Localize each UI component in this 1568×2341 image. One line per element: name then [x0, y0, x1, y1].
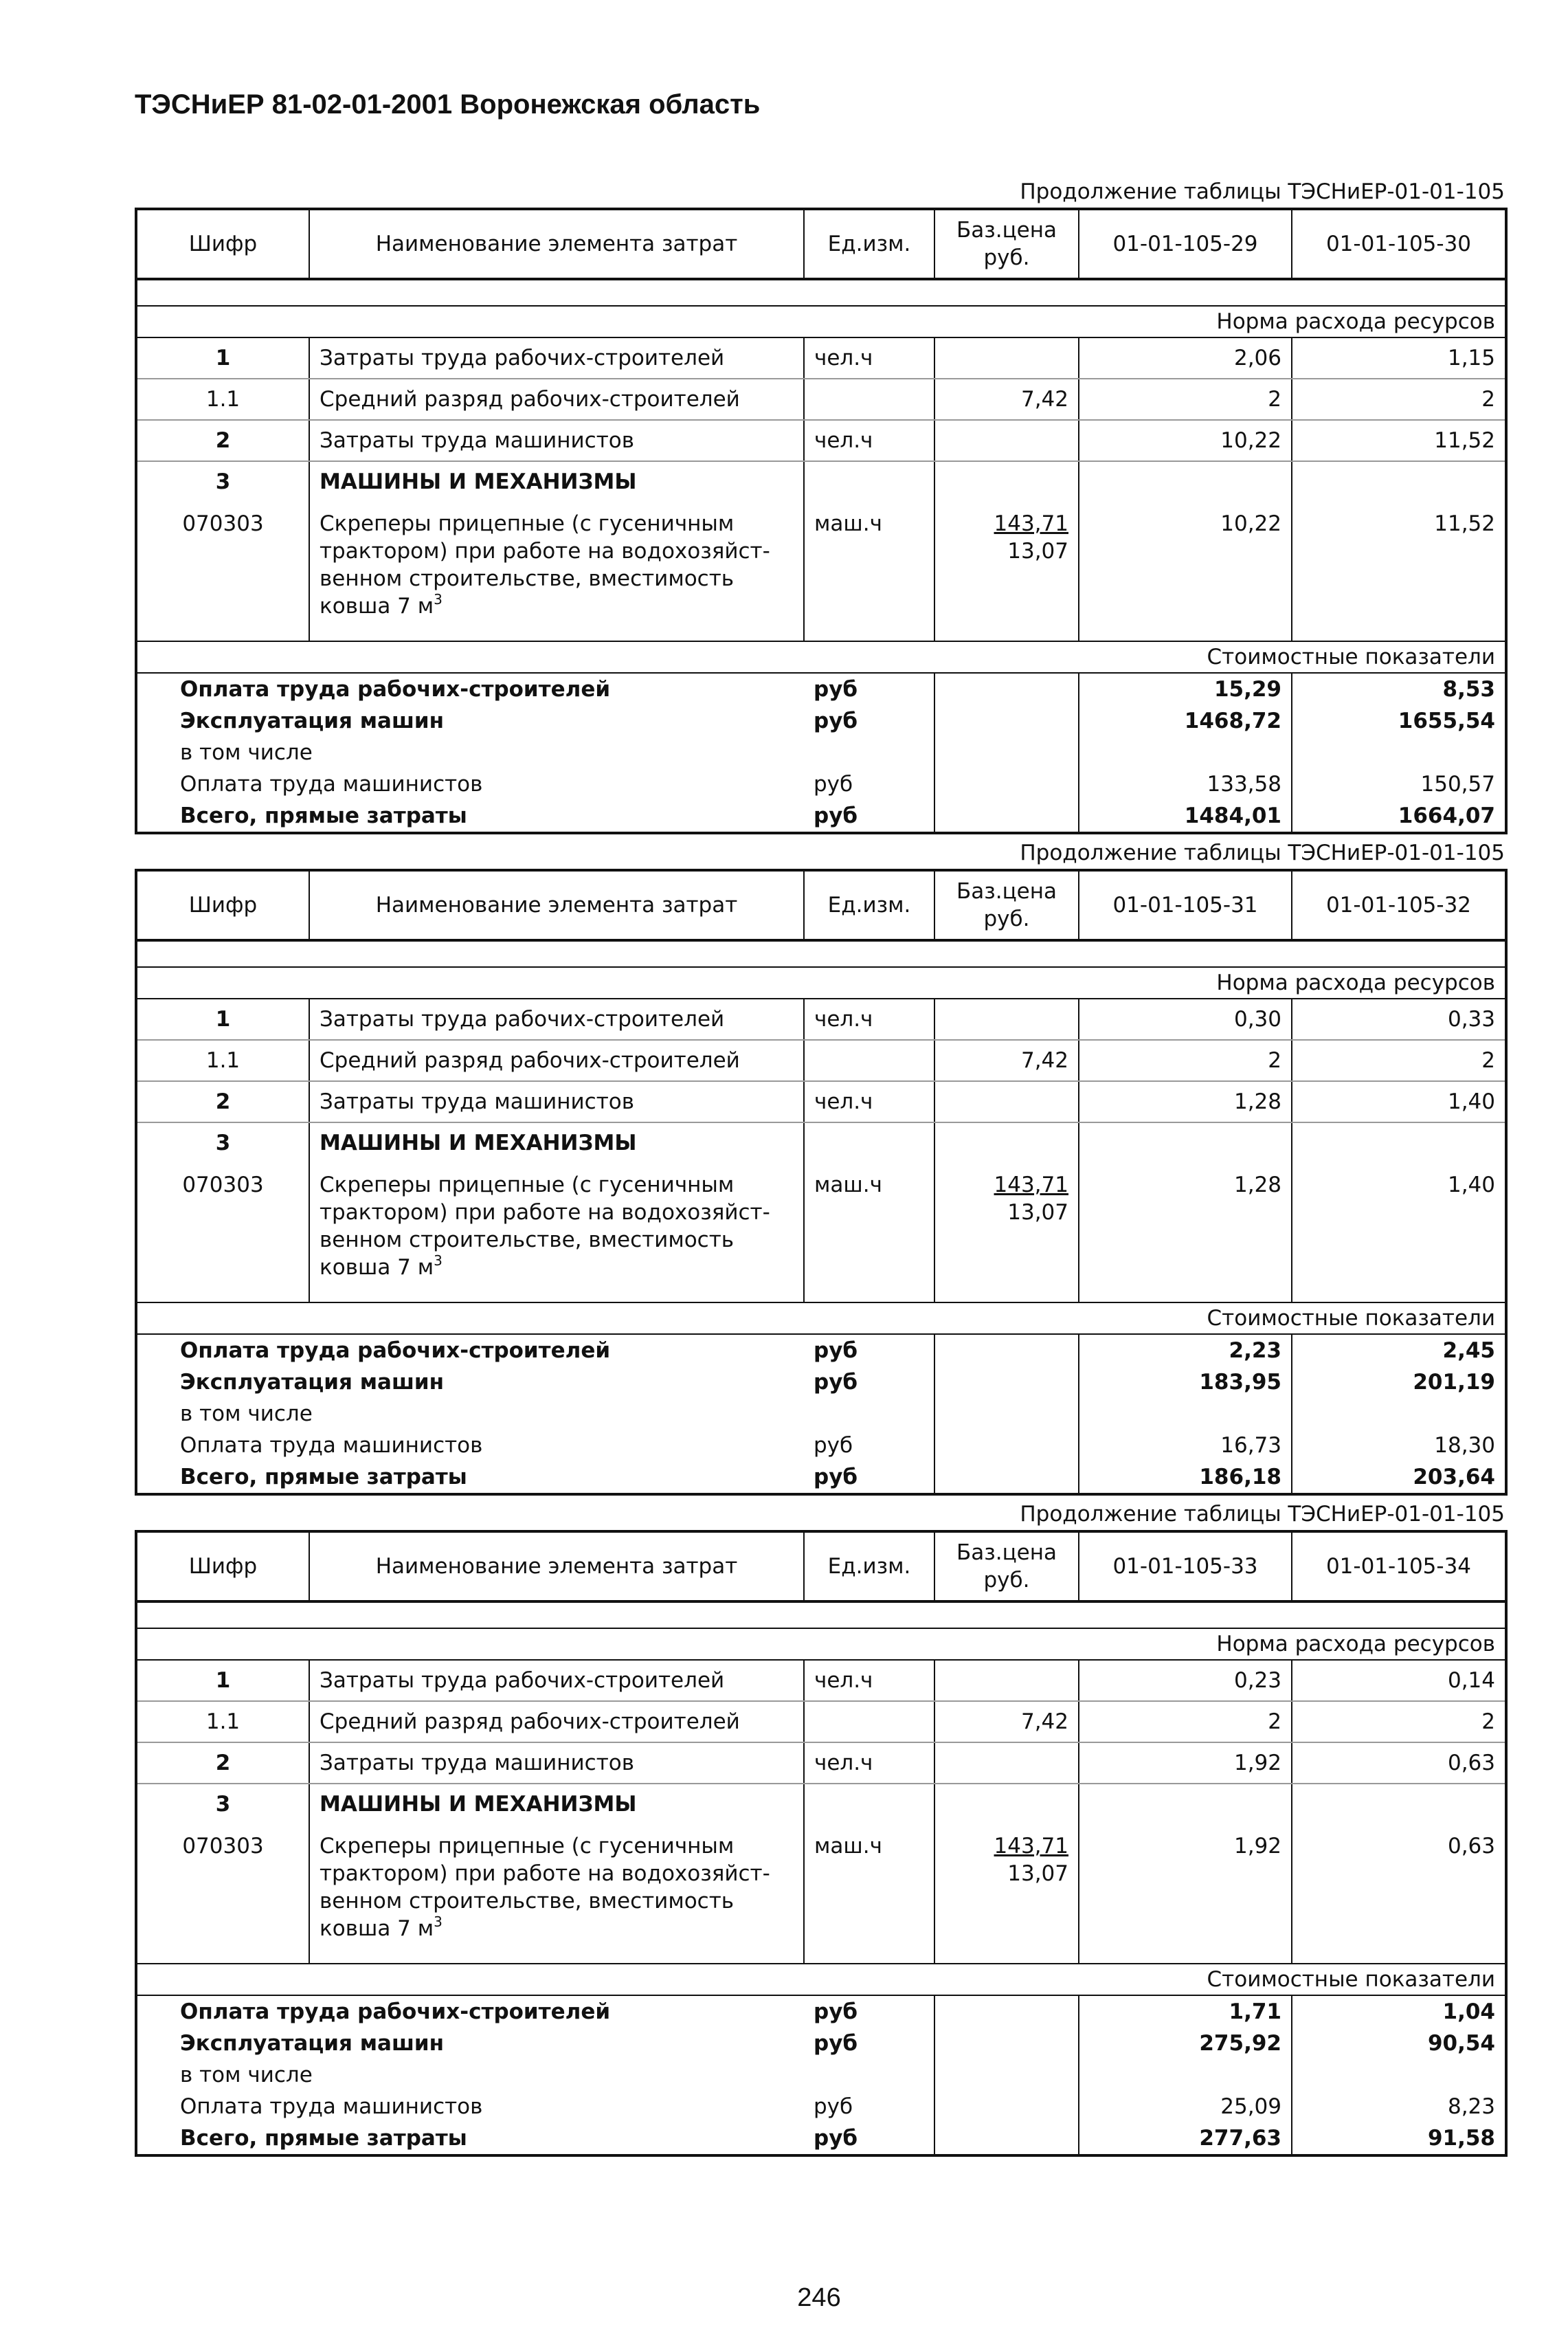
row-name: [309, 1163, 804, 1302]
row-value-2: 0,14: [1292, 1660, 1506, 1701]
row-value-2: 2: [1292, 1040, 1506, 1081]
row-unit: [804, 379, 934, 420]
row-code: 1: [136, 999, 309, 1040]
cost-value-2: 18,30: [1434, 1433, 1495, 1458]
cost-value-2: 8,53: [1442, 677, 1495, 702]
cost-label: Всего, прямые затраты: [180, 803, 467, 828]
table-row: [136, 379, 1506, 420]
cost-value-1: 133,58: [1079, 768, 1292, 800]
row-value-2: [1292, 1122, 1506, 1163]
row-code: 070303: [182, 511, 264, 536]
row-unit: чел.ч: [804, 420, 934, 461]
cost-value-1: 25,09: [1079, 2091, 1292, 2122]
row-value-1: 1,92: [1079, 1824, 1292, 1964]
header-price-line2: руб.: [983, 907, 1030, 931]
cost-value-2: 1,04: [1442, 1999, 1495, 2024]
header-unit: Ед.изм.: [804, 209, 934, 279]
cost-value-1: 16,73: [1079, 1430, 1292, 1461]
table-row: [136, 999, 1506, 1040]
cost-row: [136, 1366, 1506, 1398]
cost-unit: руб: [814, 677, 858, 702]
cost-value-1: 1,71: [1079, 1995, 1292, 2028]
row-price: [934, 502, 1079, 641]
cost-label: Оплата труда машинистов: [180, 772, 483, 797]
row-code: 3: [215, 469, 231, 494]
row-value-2: 0,63: [1292, 1742, 1506, 1784]
row-unit: [804, 1040, 934, 1081]
price-bottom: 13,07: [1007, 539, 1068, 564]
cost-label: Оплата труда рабочих-строителей: [180, 1338, 611, 1363]
row-price: [934, 420, 1079, 461]
row-unit: чел.ч: [804, 1742, 934, 1784]
table-row: [136, 1701, 1506, 1742]
cost-value-1: 1468,72: [1079, 705, 1292, 737]
row-name: Затраты труда рабочих-строителей: [309, 337, 804, 379]
cost-label: Всего, прямые затраты: [180, 1465, 467, 1489]
row-code: 2: [136, 1742, 309, 1784]
row-name: Средний разряд рабочих-строителей: [309, 1701, 804, 1742]
cost-value-2: 91,58: [1427, 2126, 1495, 2151]
row-unit: чел.ч: [804, 999, 934, 1040]
superscript: 3: [434, 1252, 443, 1269]
row-code: 2: [136, 420, 309, 461]
row-unit: маш.ч: [804, 1163, 934, 1302]
cost-unit: руб: [814, 1465, 858, 1489]
cost-value-2: 2,45: [1442, 1338, 1495, 1363]
cost-row: [136, 737, 1506, 768]
row-unit: маш.ч: [804, 502, 934, 641]
price-bottom: 13,07: [1007, 1861, 1068, 1886]
cost-row: [136, 673, 1506, 705]
row-code: 1.1: [136, 1701, 309, 1742]
table-row: [136, 1742, 1506, 1784]
cost-value-2: 1655,54: [1398, 709, 1495, 733]
cost-label: Эксплуатация машин: [180, 709, 445, 733]
row-price: [934, 1163, 1079, 1302]
cost-unit: руб: [814, 1338, 858, 1363]
row-value-1: [1079, 461, 1292, 502]
continuation-caption: Продолжение таблицы ТЭСНиЕР-01-01-105: [1020, 179, 1505, 204]
row-value-1: 1,28: [1079, 1163, 1292, 1302]
table-row: [136, 1163, 1506, 1302]
cost-value-1: 277,63: [1079, 2122, 1292, 2155]
row-unit: [804, 461, 934, 502]
header-code: Шифр: [136, 870, 309, 940]
header-col1: 01-01-105-31: [1079, 870, 1292, 940]
row-value-1: 10,22: [1079, 420, 1292, 461]
cost-value-1: 15,29: [1079, 673, 1292, 705]
cost-row: [136, 705, 1506, 737]
row-unit: маш.ч: [804, 1824, 934, 1964]
row-code: 1: [136, 1660, 309, 1701]
cost-section-row: [136, 641, 1506, 673]
superscript: 3: [434, 1913, 443, 1930]
row-price: [934, 337, 1079, 379]
header-price-line1: Баз.цена: [956, 879, 1057, 904]
row-value-2: 11,52: [1292, 420, 1506, 461]
header-col2: 01-01-105-32: [1292, 870, 1506, 940]
row-code: 3: [215, 1131, 231, 1155]
price-top: 143,71: [994, 1173, 1068, 1197]
cost-label: Эксплуатация машин: [180, 1370, 445, 1395]
cost-label: Оплата труда машинистов: [180, 1433, 483, 1458]
resource-table: [135, 869, 1508, 1496]
norm-section-label: Норма расхода ресурсов: [136, 306, 1506, 337]
row-price: 7,42: [934, 1701, 1079, 1742]
table-block-1: [135, 176, 1505, 834]
row-name: МАШИНЫ И МЕХАНИЗМЫ: [309, 461, 804, 502]
cost-row: [136, 2091, 1506, 2122]
machine-description: Скреперы прицепные (с гусеничным трактором) при работе на водохозяйст-венном строительстве, вместимость ковша 7 м: [320, 1173, 770, 1280]
cost-unit: руб: [814, 772, 853, 797]
row-value-1: 2: [1079, 1040, 1292, 1081]
cost-row: [136, 1461, 1506, 1494]
table-row: [136, 1824, 1506, 1964]
row-value-1: 0,30: [1079, 999, 1292, 1040]
cost-value-2: 203,64: [1413, 1465, 1495, 1489]
cost-label: Эксплуатация машин: [180, 2031, 445, 2056]
row-value-1: 2,06: [1079, 337, 1292, 379]
header-name: Наименование элемента затрат: [309, 1531, 804, 1601]
row-unit: [804, 1701, 934, 1742]
cost-row: [136, 768, 1506, 800]
cost-value-1: 275,92: [1079, 2028, 1292, 2059]
row-name: Затраты труда рабочих-строителей: [309, 999, 804, 1040]
continuation-caption: Продолжение таблицы ТЭСНиЕР-01-01-105: [1020, 1502, 1505, 1527]
row-value-2: 0,63: [1447, 1834, 1495, 1859]
cost-unit: руб: [814, 803, 858, 828]
row-price: [934, 1742, 1079, 1784]
cost-row: [136, 1995, 1506, 2028]
cost-label: Оплата труда рабочих-строителей: [180, 1999, 611, 2024]
cost-row: [136, 2122, 1506, 2155]
row-code: 1.1: [136, 1040, 309, 1081]
row-unit: чел.ч: [804, 1081, 934, 1122]
cost-section-label: Стоимостные показатели: [136, 1964, 1506, 1995]
cost-unit: руб: [814, 2031, 858, 2056]
cost-row: [136, 1398, 1506, 1430]
row-value-1: 1,28: [1079, 1081, 1292, 1122]
row-name: Затраты труда рабочих-строителей: [309, 1660, 804, 1701]
row-value-1: [1079, 1122, 1292, 1163]
machine-description: Скреперы прицепные (с гусеничным трактором) при работе на водохозяйст-венном строительстве, вместимость ковша 7 м: [320, 1834, 770, 1941]
row-value-1: [1079, 1784, 1292, 1824]
cost-row: [136, 2059, 1506, 2091]
cost-value-1: 1484,01: [1079, 800, 1292, 833]
row-value-2: [1292, 1784, 1506, 1824]
price-bottom: 13,07: [1007, 1200, 1068, 1225]
row-value-2: 0,33: [1292, 999, 1506, 1040]
row-price: [934, 1081, 1079, 1122]
row-unit: [804, 1784, 934, 1824]
cost-label: в том числе: [180, 2063, 313, 2087]
cost-unit: руб: [814, 2094, 853, 2119]
cost-section-label: Стоимостные показатели: [136, 1302, 1506, 1334]
row-code: 2: [136, 1081, 309, 1122]
row-code: 1.1: [136, 379, 309, 420]
row-price: [934, 1784, 1079, 1824]
cost-unit: руб: [814, 709, 858, 733]
row-name: МАШИНЫ И МЕХАНИЗМЫ: [309, 1122, 804, 1163]
cost-unit: руб: [814, 1370, 858, 1395]
row-code: 1: [136, 337, 309, 379]
table-row: [136, 420, 1506, 461]
row-value-2: 2: [1292, 1701, 1506, 1742]
table-row: [136, 1081, 1506, 1122]
row-value-1: 2: [1079, 1701, 1292, 1742]
resource-table: [135, 208, 1508, 834]
table-row: [136, 1660, 1506, 1701]
cost-section-row: [136, 1964, 1506, 1995]
cost-unit: руб: [814, 1433, 853, 1458]
row-value-2: 1,40: [1292, 1081, 1506, 1122]
row-price: 7,42: [934, 379, 1079, 420]
header-price: [934, 1531, 1079, 1601]
cost-value-2: 150,57: [1420, 772, 1495, 797]
cost-value-1: 183,95: [1079, 1366, 1292, 1398]
header-col1: 01-01-105-33: [1079, 1531, 1292, 1601]
row-name: [309, 502, 804, 641]
header-name: Наименование элемента затрат: [309, 870, 804, 940]
row-value-1: 10,22: [1079, 502, 1292, 641]
row-name: Затраты труда машинистов: [309, 1742, 804, 1784]
row-value-2: 11,52: [1434, 511, 1495, 536]
header-unit: Ед.изм.: [804, 870, 934, 940]
norm-section-row: [136, 306, 1506, 337]
row-price: [934, 999, 1079, 1040]
row-code: 3: [215, 1792, 231, 1817]
cost-label: Оплата труда машинистов: [180, 2094, 483, 2119]
cost-row: [136, 2028, 1506, 2059]
cost-value-2: 201,19: [1413, 1370, 1495, 1395]
table-row: [136, 461, 1506, 502]
price-top: 143,71: [994, 1834, 1068, 1859]
header-price-line2: руб.: [983, 1568, 1030, 1593]
cost-value-1: 2,23: [1079, 1334, 1292, 1366]
norm-section-row: [136, 967, 1506, 999]
row-value-2: 1,40: [1447, 1173, 1495, 1197]
row-price: [934, 1660, 1079, 1701]
cost-section-label: Стоимостные показатели: [136, 641, 1506, 673]
superscript: 3: [434, 591, 443, 608]
cost-row: [136, 800, 1506, 833]
cost-label: Всего, прямые затраты: [180, 2126, 467, 2151]
header-price: [934, 209, 1079, 279]
table-row: [136, 1040, 1506, 1081]
row-name: Средний разряд рабочих-строителей: [309, 379, 804, 420]
row-price: [934, 1824, 1079, 1964]
table-row: [136, 1784, 1506, 1824]
row-name: Затраты труда машинистов: [309, 1081, 804, 1122]
table-row: [136, 502, 1506, 641]
norm-section-label: Норма расхода ресурсов: [136, 967, 1506, 999]
header-name: Наименование элемента затрат: [309, 209, 804, 279]
row-name: Средний разряд рабочих-строителей: [309, 1040, 804, 1081]
cost-value-2: 8,23: [1447, 2094, 1495, 2119]
row-code: 070303: [182, 1834, 264, 1859]
row-unit: чел.ч: [804, 1660, 934, 1701]
row-name: МАШИНЫ И МЕХАНИЗМЫ: [309, 1784, 804, 1824]
cost-label: Оплата труда рабочих-строителей: [180, 677, 611, 702]
row-code: 070303: [182, 1173, 264, 1197]
header-code: Шифр: [136, 1531, 309, 1601]
table-header-row: [136, 1531, 1506, 1601]
row-name: [309, 1824, 804, 1964]
cost-unit: руб: [814, 1999, 858, 2024]
header-price-line1: Баз.цена: [956, 1540, 1057, 1565]
cost-unit: руб: [814, 2126, 858, 2151]
table-header-row: [136, 870, 1506, 940]
norm-section-label: Норма расхода ресурсов: [136, 1628, 1506, 1660]
cost-label: в том числе: [180, 740, 313, 765]
row-unit: [804, 1122, 934, 1163]
table-header-row: [136, 209, 1506, 279]
row-unit: чел.ч: [804, 337, 934, 379]
header-price-line2: руб.: [983, 245, 1030, 270]
table-block-2: [135, 837, 1505, 1496]
cost-section-row: [136, 1302, 1506, 1334]
page-number: 246: [797, 2283, 841, 2312]
cost-row: [136, 1334, 1506, 1366]
norm-section-row: [136, 1628, 1506, 1660]
row-name: Затраты труда машинистов: [309, 420, 804, 461]
row-value-2: 2: [1292, 379, 1506, 420]
table-block-3: [135, 1498, 1505, 2157]
header-col1: 01-01-105-29: [1079, 209, 1292, 279]
header-price: [934, 870, 1079, 940]
resource-table: [135, 1530, 1508, 2157]
cost-label: в том числе: [180, 1401, 313, 1426]
cost-value-2: 1664,07: [1398, 803, 1495, 828]
header-col2: 01-01-105-30: [1292, 209, 1506, 279]
header-price-line1: Баз.цена: [956, 218, 1057, 243]
continuation-caption: Продолжение таблицы ТЭСНиЕР-01-01-105: [1020, 841, 1505, 865]
row-value-1: 2: [1079, 379, 1292, 420]
row-value-1: 1,92: [1079, 1742, 1292, 1784]
table-row: [136, 337, 1506, 379]
header-code: Шифр: [136, 209, 309, 279]
row-value-1: 0,23: [1079, 1660, 1292, 1701]
row-value-2: 1,15: [1292, 337, 1506, 379]
header-col2: 01-01-105-34: [1292, 1531, 1506, 1601]
table-row: [136, 1122, 1506, 1163]
price-top: 143,71: [994, 511, 1068, 536]
row-value-2: [1292, 461, 1506, 502]
cost-value-2: 90,54: [1427, 2031, 1495, 2056]
header-unit: Ед.изм.: [804, 1531, 934, 1601]
document-title: ТЭСНиЕР 81-02-01-2001 Воронежская область: [135, 89, 761, 120]
cost-value-1: 186,18: [1079, 1461, 1292, 1494]
row-price: [934, 461, 1079, 502]
row-price: 7,42: [934, 1040, 1079, 1081]
row-price: [934, 1122, 1079, 1163]
cost-row: [136, 1430, 1506, 1461]
machine-description: Скреперы прицепные (с гусеничным трактором) при работе на водохозяйст-венном строительстве, вместимость ковша 7 м: [320, 511, 770, 619]
